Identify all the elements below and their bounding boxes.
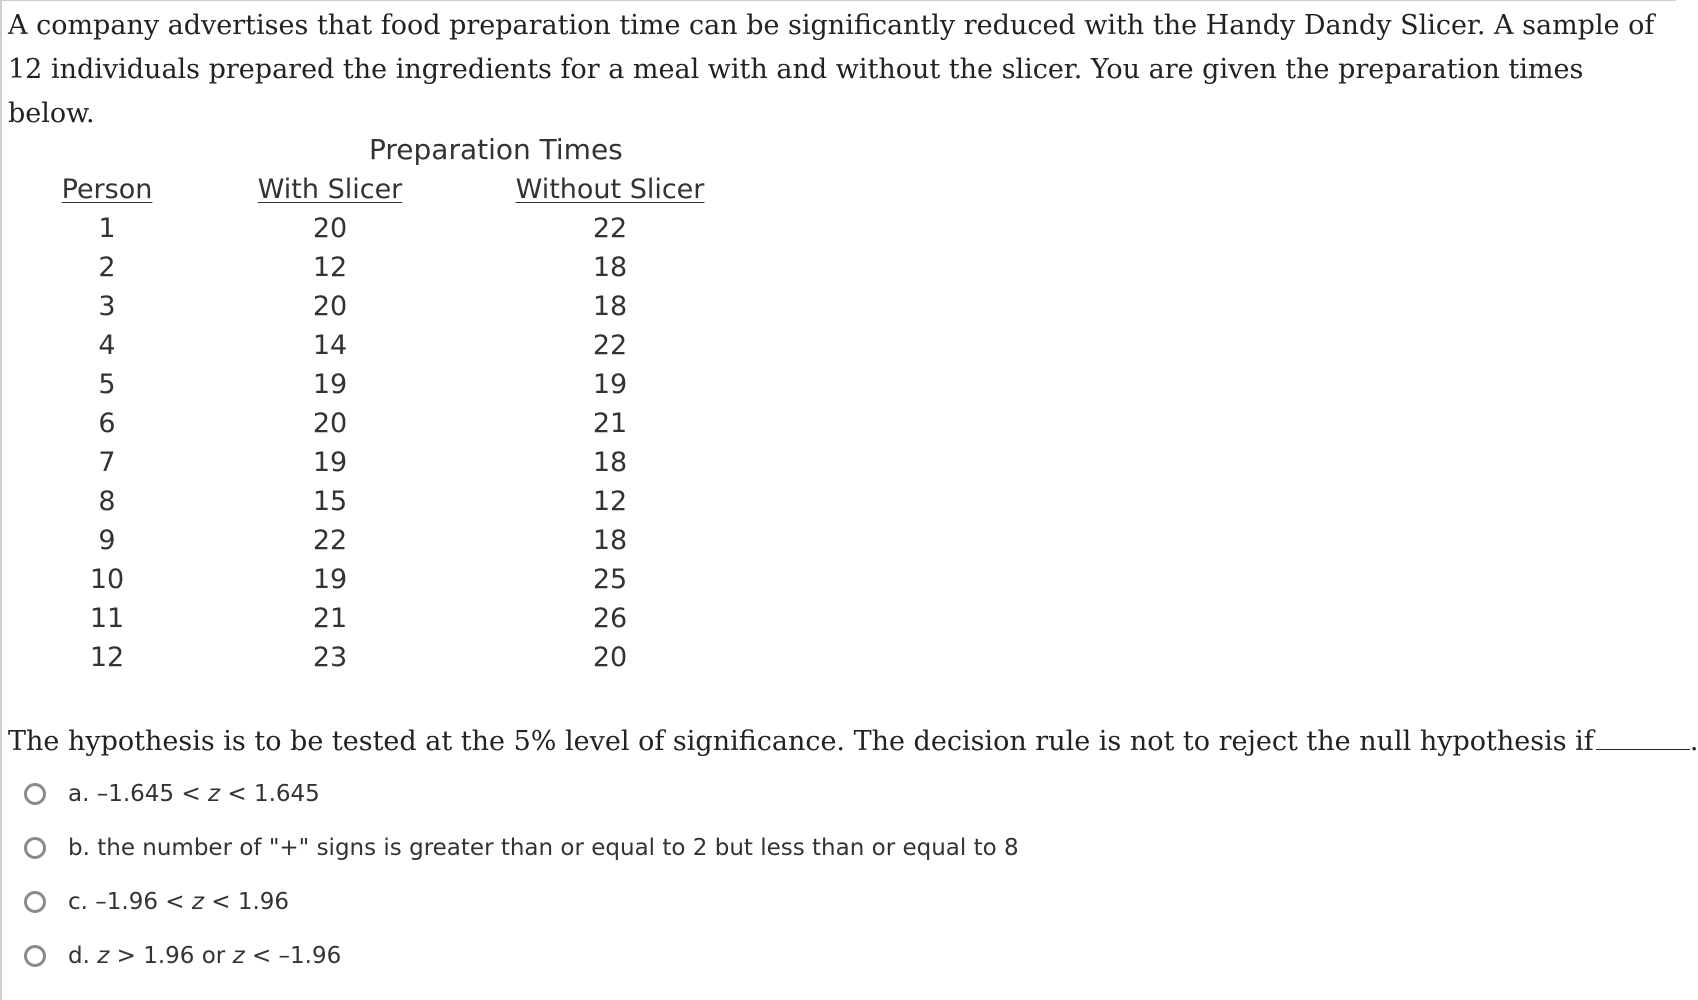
with-slicer-cell: 23 (312, 642, 348, 673)
person-header: Person (61, 174, 153, 205)
option-b[interactable] (18, 821, 1019, 875)
option-d-label[interactable] (68, 943, 341, 969)
with-slicer-column (250, 170, 410, 677)
with-slicer-cell: 19 (312, 447, 348, 478)
question-prompt (8, 720, 1698, 764)
person-cell: 1 (98, 213, 116, 244)
table-caption: Preparation Times (369, 133, 623, 166)
without-slicer-cell: 22 (592, 330, 628, 361)
option-b-label[interactable] (68, 835, 1019, 861)
person-cell: 2 (98, 252, 116, 283)
with-slicer-cell: 20 (312, 291, 348, 322)
person-cell: 12 (89, 642, 125, 673)
with-slicer-cell: 22 (312, 525, 348, 556)
person-cell: 4 (98, 330, 116, 361)
answer-blank (1596, 725, 1690, 750)
person-cell: 5 (98, 369, 116, 400)
option-d[interactable] (18, 929, 1019, 983)
with-slicer-cell: 15 (312, 486, 348, 517)
option-c-var: z (191, 889, 204, 915)
option-c-label[interactable] (68, 889, 289, 915)
person-cell: 3 (98, 291, 116, 322)
option-a-label[interactable] (68, 781, 320, 807)
question-end-punct: . (1689, 726, 1698, 757)
problem-statement: A company advertises that food preparation time can be significantly reduced with the Handy Dandy Slicer. A sample of 12 individuals prepared the ingredients for a meal with and without the slicer. You are given the preparation times below. (8, 10, 1655, 129)
person-cell: 10 (89, 564, 125, 595)
option-c[interactable] (18, 875, 1019, 929)
person-cell: 9 (98, 525, 116, 556)
option-b-text: b. the number of "+" signs is greater than or equal to 2 but less than or equal to 8 (68, 835, 1019, 861)
with-slicer-cell: 20 (312, 213, 348, 244)
option-a-var: z (207, 781, 221, 807)
with-slicer-header: With Slicer (257, 174, 403, 205)
option-d-var: z (97, 943, 110, 969)
answer-options (18, 767, 1019, 983)
with-slicer-cell: 19 (312, 369, 348, 400)
person-column (52, 170, 162, 677)
without-slicer-cell: 20 (592, 642, 628, 673)
without-slicer-column (512, 170, 708, 677)
without-slicer-cell: 26 (592, 603, 628, 634)
option-d-var-2: z (232, 943, 245, 969)
option-c-text-2: < 1.96 (203, 889, 290, 915)
option-d-text-3: < –1.96 (244, 943, 342, 969)
without-slicer-cell: 18 (592, 525, 628, 556)
person-cell: 6 (98, 408, 116, 439)
without-slicer-cell: 25 (592, 564, 628, 595)
radio-button-b[interactable] (24, 837, 46, 859)
radio-button-d[interactable] (24, 945, 46, 967)
question-text: The hypothesis is to be tested at the 5% level of significance. The decision rule is not to reject the null hypothesis if (8, 726, 1594, 757)
without-slicer-header: Without Slicer (515, 174, 705, 205)
without-slicer-cell: 18 (592, 291, 628, 322)
person-cell: 8 (98, 486, 116, 517)
with-slicer-cell: 20 (312, 408, 348, 439)
without-slicer-cell: 18 (592, 252, 628, 283)
without-slicer-cell: 12 (592, 486, 628, 517)
option-a[interactable] (18, 767, 1019, 821)
without-slicer-cell: 21 (592, 408, 628, 439)
option-a-text: a. –1.645 < (68, 781, 208, 807)
option-d-text-2: > 1.96 or (109, 943, 233, 969)
radio-button-a[interactable] (24, 783, 46, 805)
without-slicer-cell: 18 (592, 447, 628, 478)
option-d-text: d. (68, 943, 98, 969)
with-slicer-cell: 19 (312, 564, 348, 595)
option-c-text: c. –1.96 < (68, 889, 192, 915)
with-slicer-cell: 21 (312, 603, 348, 634)
option-a-text-2: < 1.645 (220, 781, 320, 807)
with-slicer-cell: 14 (312, 330, 348, 361)
without-slicer-cell: 19 (592, 369, 628, 400)
radio-button-c[interactable] (24, 891, 46, 913)
with-slicer-cell: 12 (312, 252, 348, 283)
person-cell: 11 (89, 603, 125, 634)
person-cell: 7 (98, 447, 116, 478)
without-slicer-cell: 22 (592, 213, 628, 244)
